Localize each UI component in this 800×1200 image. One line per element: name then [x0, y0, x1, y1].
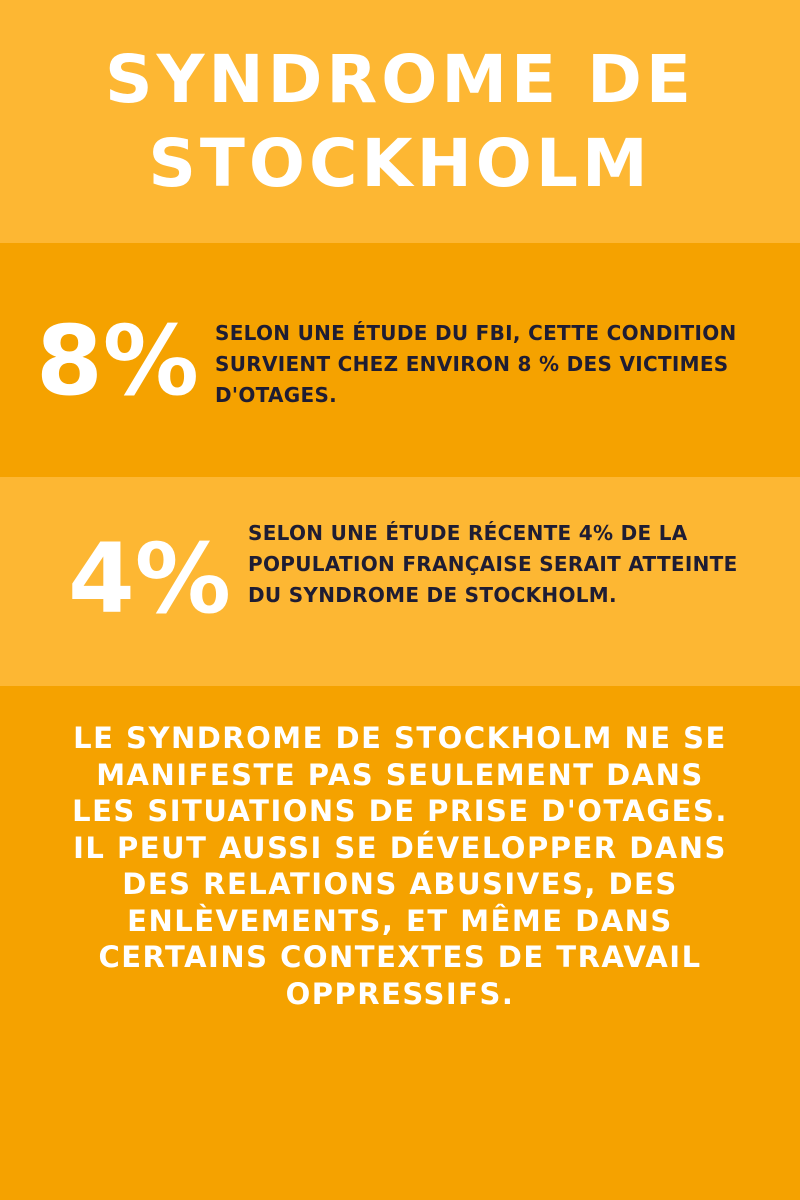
title-section — [0, 0, 800, 243]
title-line-1: SYNDROME DE — [105, 41, 695, 118]
stat-description: SELON UNE ÉTUDE RÉCENTE 4% DE LA POPULATION FRANÇAISE SERAIT ATTEINTE DU SYNDROME DE STOCKHOLM. — [248, 521, 738, 607]
stat-section-france — [0, 477, 800, 686]
info-paragraph: LE SYNDROME DE STOCKHOLM NE SE MANIFESTE PAS SEULEMENT DANS LES SITUATIONS DE PRISE D'OTAGES. IL PEUT AUSSI SE DÉVELOPPER DANS DES RELATIONS ABUSIVES, DES ENLÈVEMENTS, ET MÊME DANS CERTAINS CONTEXTES DE TRAVAIL OPPRESSIFS. — [72, 721, 728, 1011]
title-line-2: STOCKHOLM — [148, 125, 652, 202]
page-title — [0, 38, 800, 206]
stat-description: SELON UNE ÉTUDE DU FBI, CETTE CONDITION SURVIENT CHEZ ENVIRON 8 % DES VICTIMES D'OTAGES. — [215, 321, 737, 407]
stat-value: 4% — [68, 523, 231, 635]
stat-section-fbi — [0, 243, 800, 477]
stat-value: 8% — [36, 305, 199, 417]
